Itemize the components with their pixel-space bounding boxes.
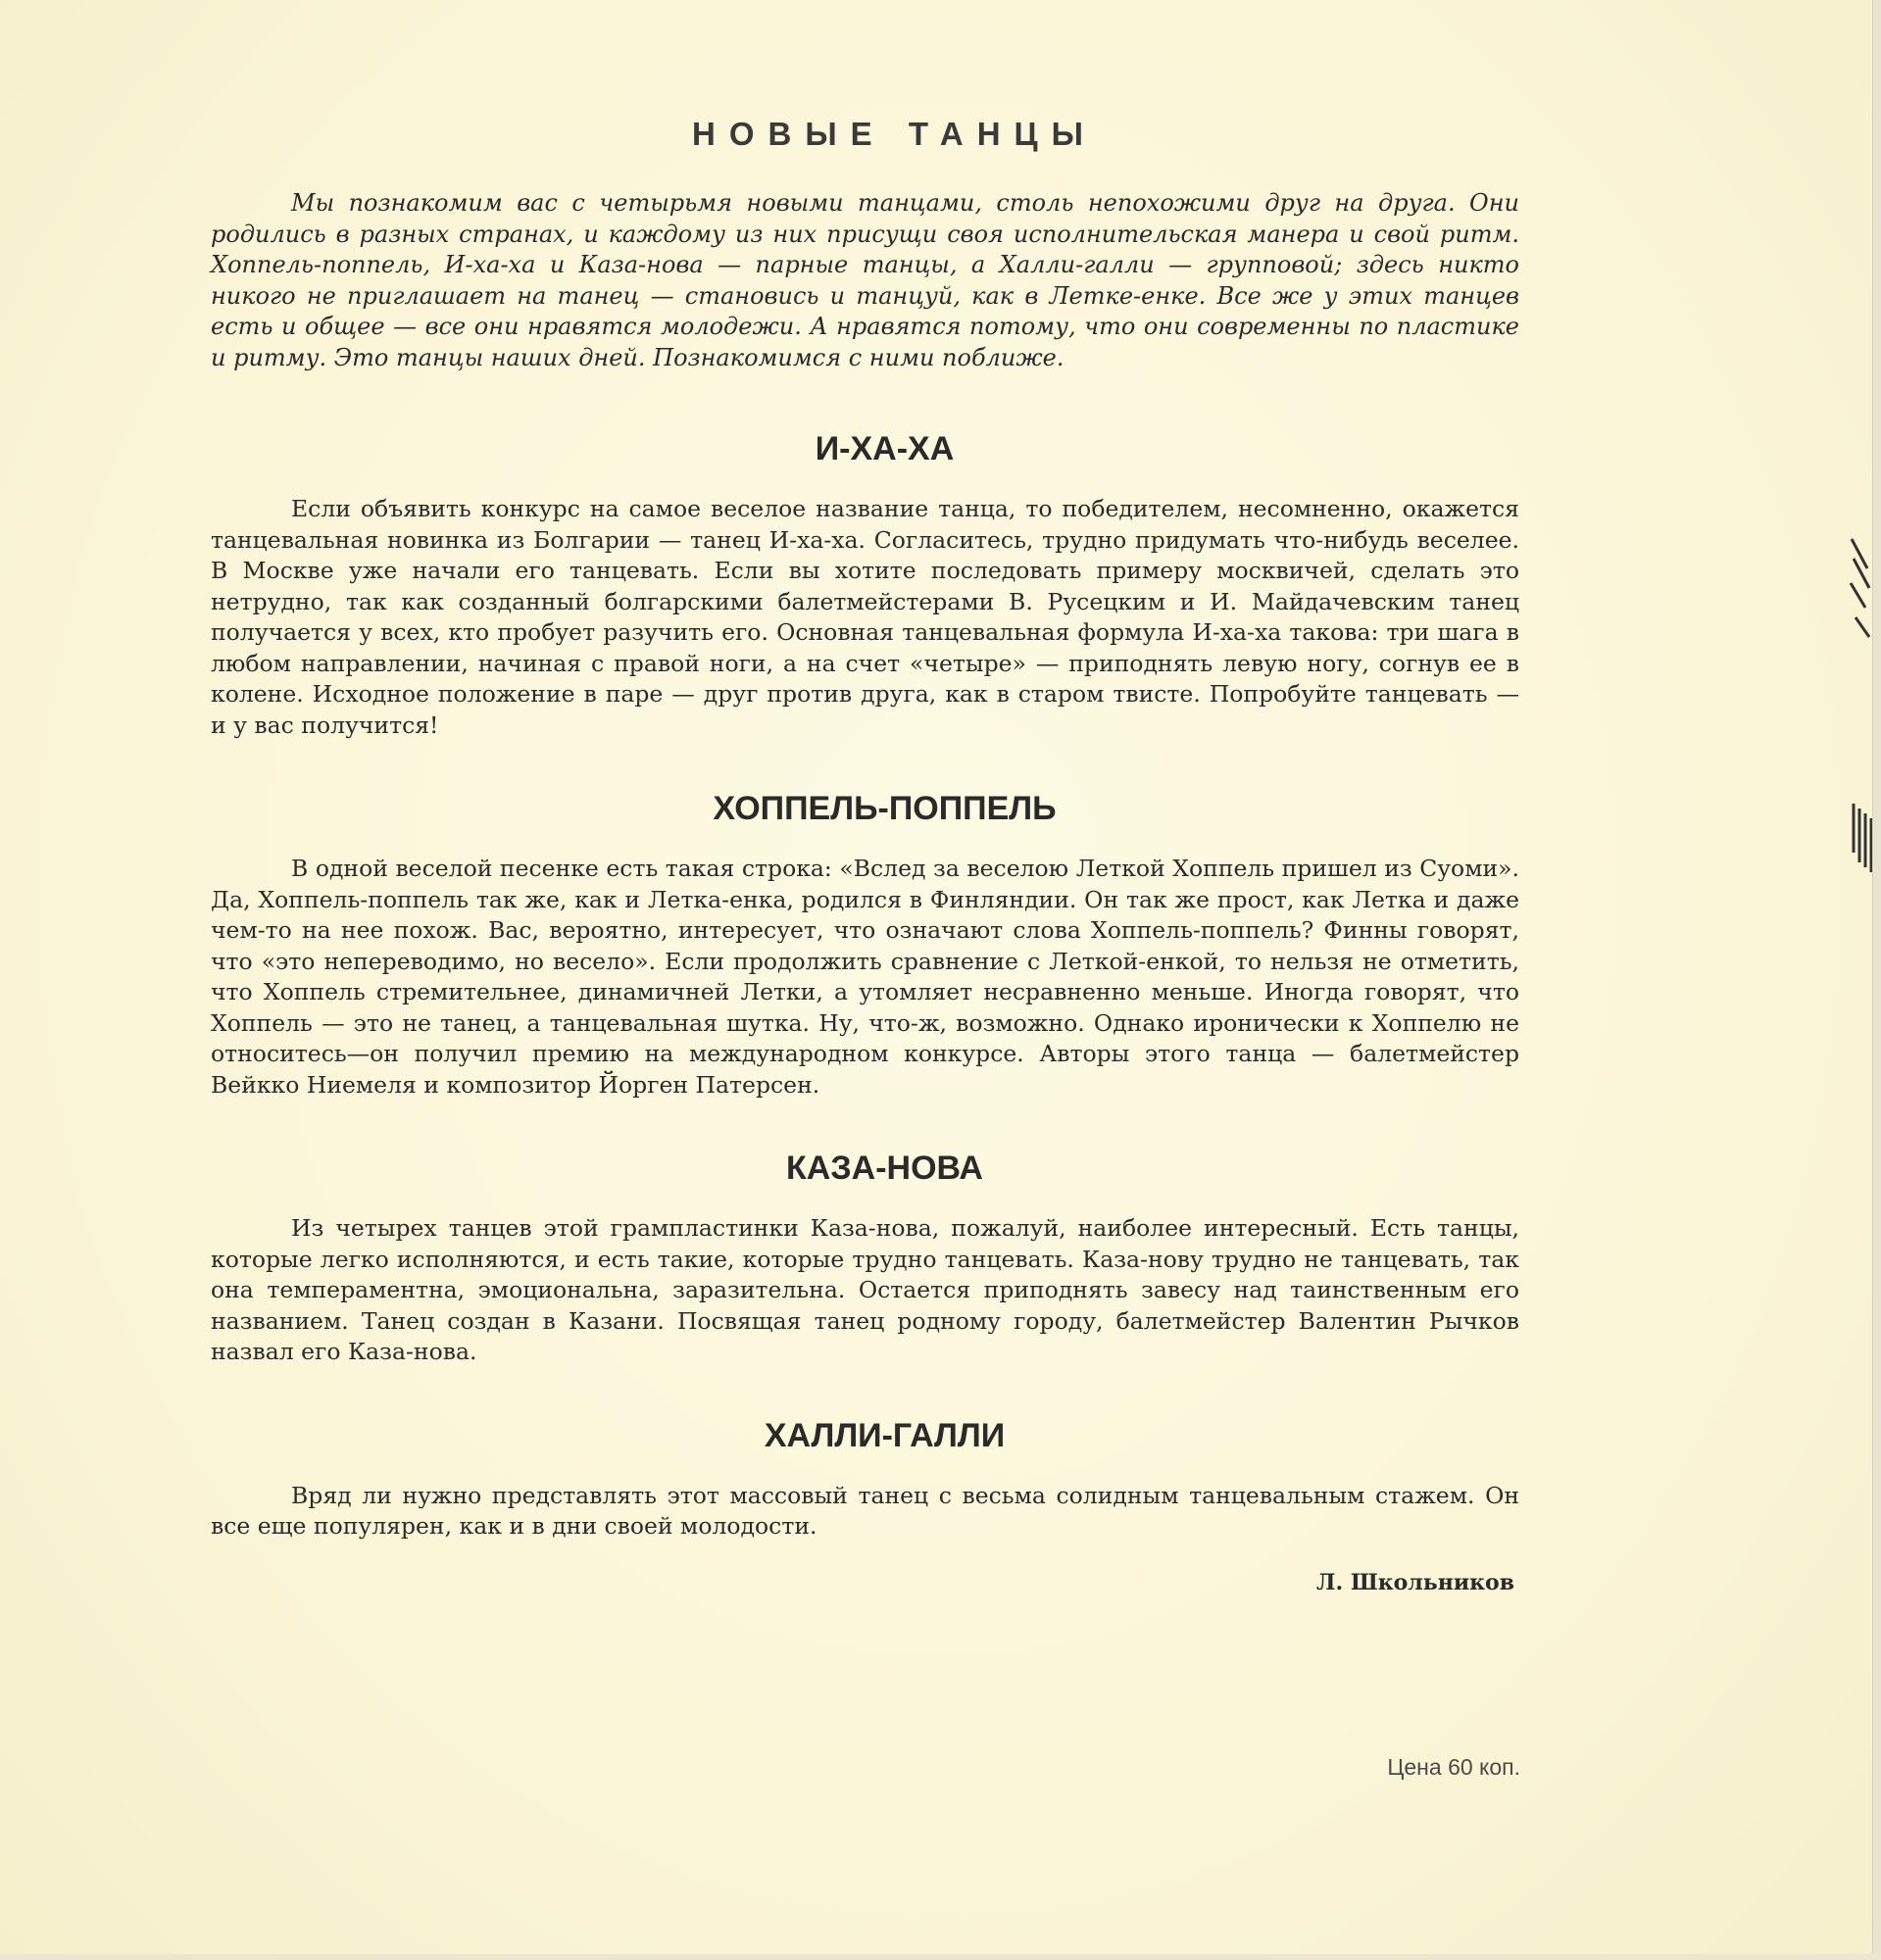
- price-label: Цена 60 коп.: [1387, 1754, 1520, 1780]
- section-title: ХОППЕЛЬ-ПОППЕЛЬ: [713, 790, 1057, 827]
- sleeve-right-edge: [1872, 0, 1881, 1960]
- section-title: ХАЛЛИ-ГАЛЛИ: [764, 1416, 1006, 1454]
- section-hoppel-poppel: [211, 790, 1519, 1101]
- sleeve-bottom-edge: [0, 1954, 1881, 1960]
- section-title: И-ХА-ХА: [815, 430, 955, 467]
- article: [211, 116, 1519, 1595]
- section-text: Из четырех танцев этой грампластинки Каза-нова, пожалуй, наиболее интересный. Есть танцы, которые легко исполняются, и есть такие, которые трудно танцевать. Каза-нову трудно не танцевать, так она темпераментна, эмоциональна, заразительна. Остается приподнять завесу над таинственным его названием. Танец создан в Казани. Посвящая танец родному городу, балетмейстер Валентин Рычков назвал его Каза-нова.: [211, 1214, 1519, 1365]
- section-title: КАЗА-НОВА: [786, 1150, 983, 1187]
- author-signature: Л. Школьников: [1316, 1569, 1514, 1595]
- page-title: НОВЫЕ ТАНЦЫ: [692, 116, 1097, 152]
- intro-paragraph: Мы познакомим вас с четырьмя новыми танцами, столь непохожими друг на друга. Они родились в разных странах, и каждому из них присущи своя исполнительская манера и свой ритм. Хоппель-поппель, И-ха-ха и Каза-нова — парные танцы, а Халли-галли — групповой; здесь никто никого не приглашает на танец — становись и танцуй, как в Летке-енке. Все же у этих танцев есть и общее — все они нравятся молодежи. А нравятся потому, что они современны по пластике и ритму. Это танцы наших дней. Познакомимся с ними поближе.: [211, 189, 1519, 371]
- section-text: Вряд ли нужно представлять этот массовый танец с весьма солидным танцевальным стажем. Он все еще популярен, как и в дни своей молодости.: [211, 1481, 1519, 1540]
- section-text: Если объявить конкурс на самое веселое название танца, то победителем, несомненно, окажется танцевальная новинка из Болгарии — танец И-ха-ха. Согласитесь, трудно придумать что-нибудь веселее. В Москве уже начали его танцевать. Если вы хотите последовать примеру москвичей, сделать это нетрудно, так как созданный болгарскими балетмейстерами В. Русецким и И. Майдачевским танец получается у всех, кто пробует разучить его. Основная танцевальная формула И-ха-ха такова: три шага в любом направлении, начиная с правой ноги, а на счет «четыре» — приподнять левую ногу, согнув ее в колене. Исходное положение в паре — друг против друга, как в старом твисте. Попробуйте танцевать — и у вас получится!: [211, 495, 1519, 739]
- section-kaza-nova: [211, 1150, 1519, 1368]
- section-ihaha: [211, 430, 1519, 741]
- section-text: В одной веселой песенке есть такая строка: «Вслед за веселою Леткой Хоппель пришел из Суоми». Да, Хоппель-поппель так же, как и Летка-енка, родился в Финляндии. Он так же прост, как Летка и даже чем-то на нее похож. Вас, вероятно, интересует, что означают слова Хоппель-поппель? Финны говорят, что «это непереводимо, но весело». Если продолжить сравнение с Леткой-енкой, то нельзя не отметить, что Хоппель стремительнее, динамичней Летки, а утомляет несравненно меньше. Иногда говорят, что Хоппель — это не танец, а танцевальная шутка. Ну, что-ж, возможно. Однако иронически к Хоппелю не относитесь—он получил премию на международном конкурсе. Авторы этого танца — балетмейстер Вейкко Ниемеля и композитор Йорген Патерсен.: [211, 855, 1519, 1099]
- section-halli-galli: [211, 1417, 1519, 1543]
